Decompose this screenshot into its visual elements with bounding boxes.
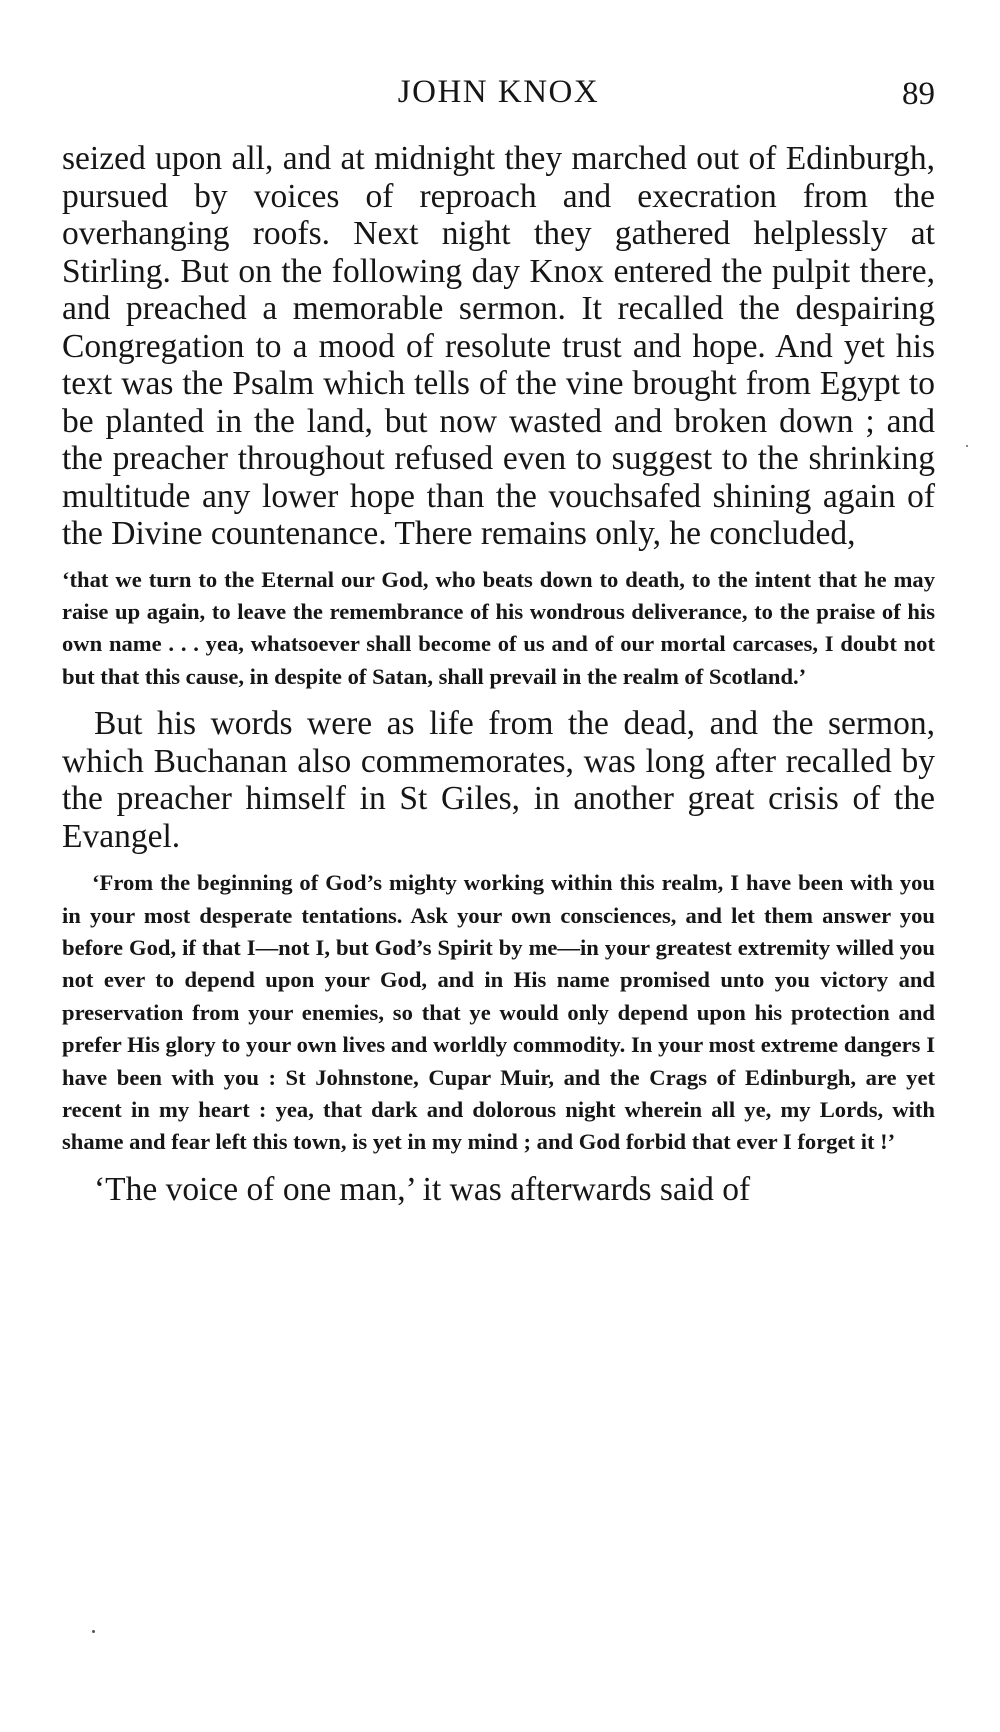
body-paragraph-2: But his words were as life from the dead, and the sermon, which Buchanan also commemorates, was long after recalled by the preacher himself in St Giles, in another great crisis of the Evangel. — [62, 705, 935, 855]
block-quote-st-giles: ‘From the beginning of God’s mighty working within this realm, I have been with you in your most desperate tentations. Ask your own consciences, and let them answer you before God, if that I—not I, but God’s Spirit by me—in your greatest extremity willed you not ever to depend upon your God, and in His name promised unto you victory and preservation from your enemies, so that ye would only depend upon his protection and prefer His glory to your own lives and worldly commodity. In your most extreme dangers I have been with you : St Johnstone, Cupar Muir, and the Crags of Edinburgh, are yet recent in my heart : yea, that dark and dolorous night wherein all ye, my Lords, with shame and fear left this town, is yet in my mind ; and God forbid that ever I forget it !’ — [62, 870, 935, 1155]
book-page — [62, 70, 935, 1208]
print-speck — [92, 1630, 95, 1633]
body-paragraph-3: ‘The voice of one man,’ it was afterwards said of — [94, 1170, 751, 1208]
body-paragraph-1: seized upon all, and at midnight they marched out of Edinburgh, pursued by voices of reproach and execration from the overhanging roofs. Next night they gathered helplessly at Stirling. But on the following day Knox entered the pulpit there, and preached a memorable sermon. It recalled the despairing Congregation to a mood of resolute trust and hope. And yet his text was the Psalm which tells of the vine brought from Egypt to be planted in the land, but now wasted and broken down ; and the preacher throughout refused even to suggest to the shrinking multitude any lower hope than the vouchsafed shining again of the Divine countenance. There remains only, he concluded, — [62, 140, 935, 552]
page-number: 89 — [902, 76, 935, 112]
running-head — [62, 70, 935, 122]
print-speck-edge — [966, 445, 968, 447]
block-quote-sermon: ‘that we turn to the Eternal our God, who beats down to death, to the intent that he may raise up again, to leave the remembrance of his wondrous deliverance, to the praise of his own name . . . yea, whatsoever shall become of us and of our mortal carcases, I doubt not but that this cause, in despite of Satan, shall prevail in the realm of Scotland.’ — [62, 566, 935, 689]
running-title: JOHN KNOX — [397, 74, 600, 110]
